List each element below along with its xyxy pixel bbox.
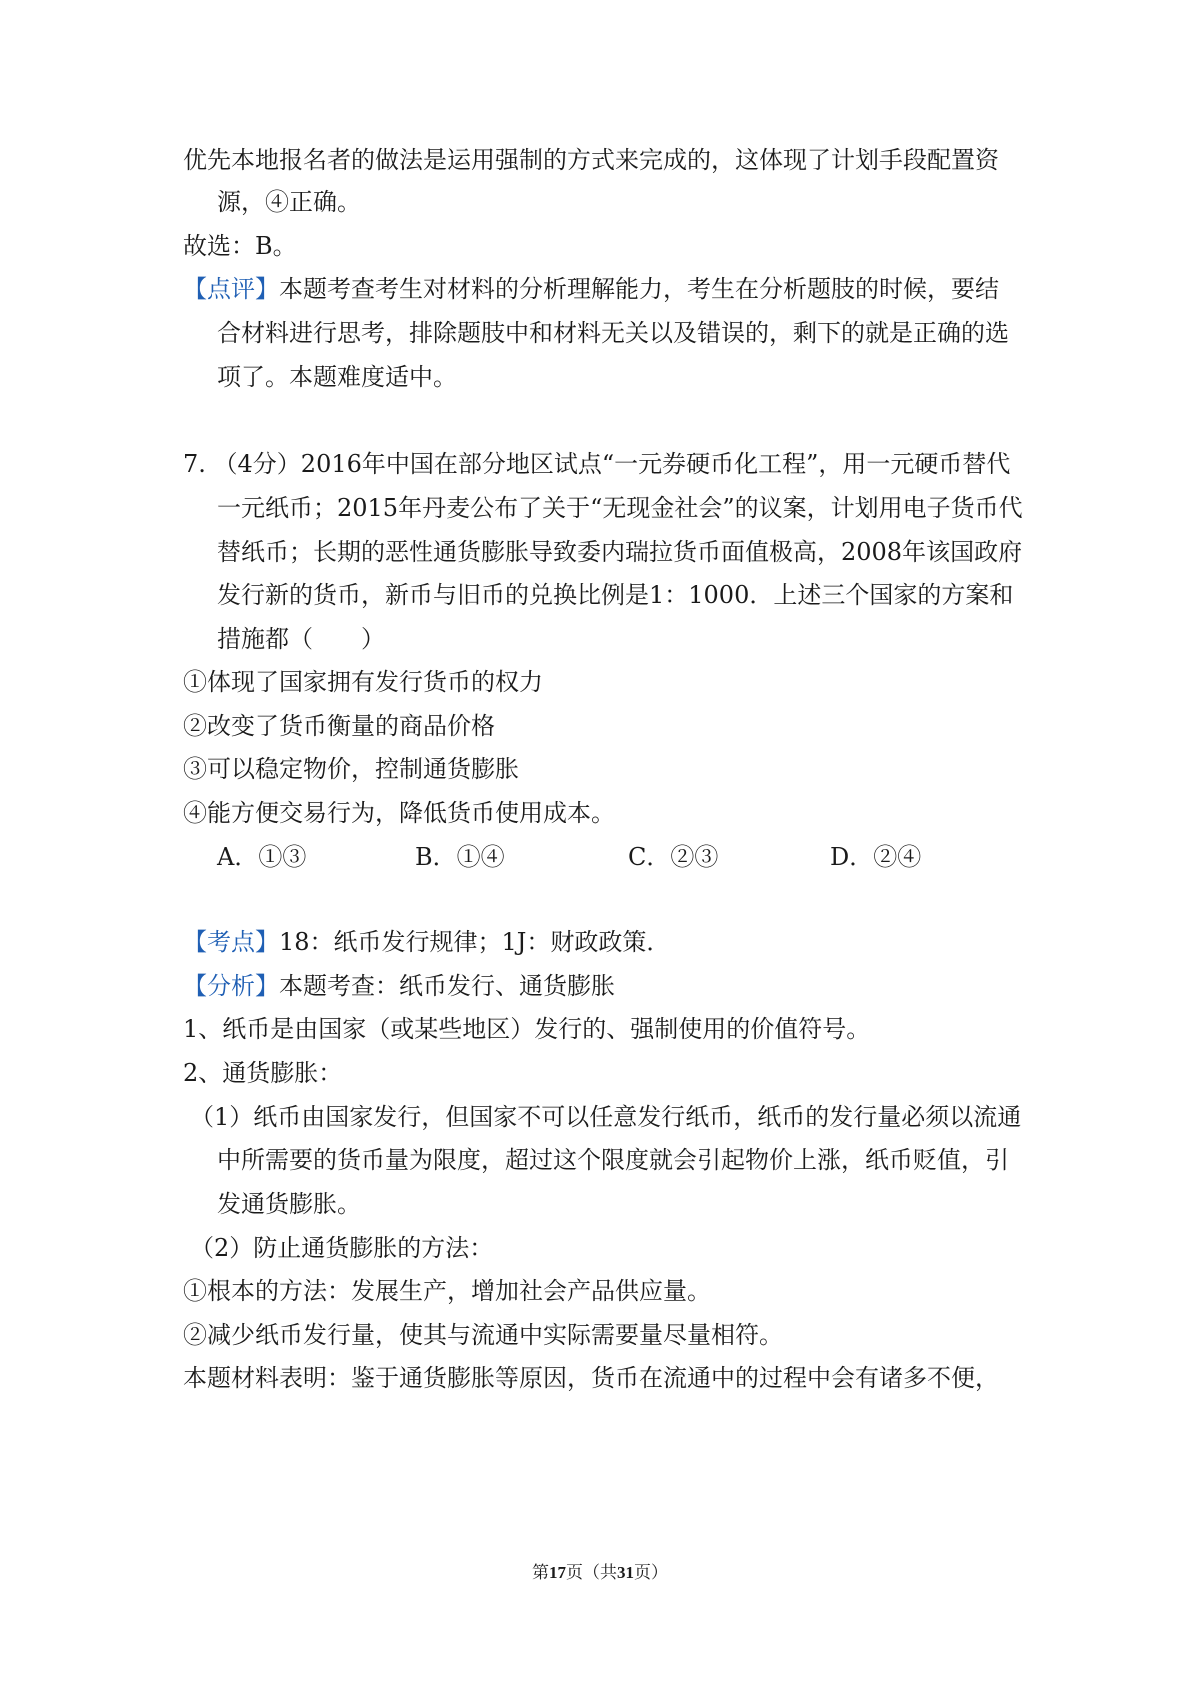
analysis-point-2: 2、通货膨胀： [183,1059,343,1087]
statement-3: ③可以稳定物价，控制通货膨胀 [183,755,519,783]
prev-answer-line-2: 源，④正确。 [217,188,361,216]
statement-2: ②改变了货币衡量的商品价格 [183,712,495,740]
option-a: A．①③ [217,843,307,871]
page-footer [0,1564,1200,1582]
comment-tag: 【点评】 [183,275,279,303]
kaodian-tag: 【考点】 [183,928,279,956]
analysis-method-2: ②减少纸币发行量，使其与流通中实际需要量尽量相符。 [183,1321,783,1349]
prev-comment-line-2: 合材料进行思考，排除题肢中和材料无关以及错误的，剩下的就是正确的选 [217,319,1009,347]
prev-answer-line-1: 优先本地报名者的做法是运用强制的方式来完成的，这体现了计划手段配置资 [183,146,999,174]
question-7-line-5: 措施都（ ） [217,625,385,653]
option-b: B．①④ [415,843,505,871]
analysis-sub-1-line-3: 发通货膨胀。 [217,1190,361,1218]
question-7-line-3: 替纸币；长期的恶性通货膨胀导致委内瑞拉货币面值极高，2008年该国政府 [217,538,1023,566]
analysis-sub-1-line-2: 中所需要的货币量为限度，超过这个限度就会引起物价上涨，纸币贬值，引 [217,1146,1009,1174]
footer-middle: 页（共 [566,1563,617,1583]
question-7-line-2: 一元纸币；2015年丹麦公布了关于“无现金社会”的议案，计划用电子货币代 [217,494,1023,522]
fenxi-tag: 【分析】 [183,972,279,1000]
kaodian-text: 18：纸币发行规律；1J：财政政策． [279,928,671,956]
footer-page-number: 17 [549,1563,566,1582]
fenxi-text: 本题考查：纸币发行、通货膨胀 [279,972,615,1000]
question-7-line-4: 发行新的货币，新币与旧币的兑换比例是1：1000．上述三个国家的方案和 [217,581,1014,609]
footer-suffix: 页） [634,1563,668,1583]
analysis-method-1: ①根本的方法：发展生产，增加社会产品供应量。 [183,1277,711,1305]
question-7-line-1: 7. （4分）2016年中国在部分地区试点“一元券硬币化工程”，用一元硬币替代 [183,450,1011,478]
comment-text: 本题考查考生对材料的分析理解能力，考生在分析题肢的时候，要结 [279,275,999,303]
prev-comment-line-1 [183,277,999,301]
option-d: D．②④ [830,843,922,871]
prev-comment-line-3: 项了。本题难度适中。 [217,363,457,391]
prev-answer-choice: 故选：B。 [183,232,297,260]
analysis-point-1: 1、纸币是由国家（或某些地区）发行的、强制使用的价值符号。 [183,1015,871,1043]
statement-1: ①体现了国家拥有发行货币的权力 [183,668,543,696]
analysis-sub-1-line-1: （1）纸币由国家发行，但国家不可以任意发行纸币，纸币的发行量必须以流通 [190,1103,1022,1131]
footer-prefix: 第 [532,1563,549,1583]
analysis-conclusion: 本题材料表明：鉴于通货膨胀等原因，货币在流通中的过程中会有诸多不便， [183,1364,999,1392]
statement-4: ④能方便交易行为，降低货币使用成本。 [183,799,615,827]
footer-total-pages: 31 [617,1563,634,1582]
option-c: C．②③ [628,843,719,871]
fenxi-line [183,974,615,998]
kaodian-line [183,930,670,954]
analysis-sub-2: （2）防止通货膨胀的方法： [190,1234,494,1262]
